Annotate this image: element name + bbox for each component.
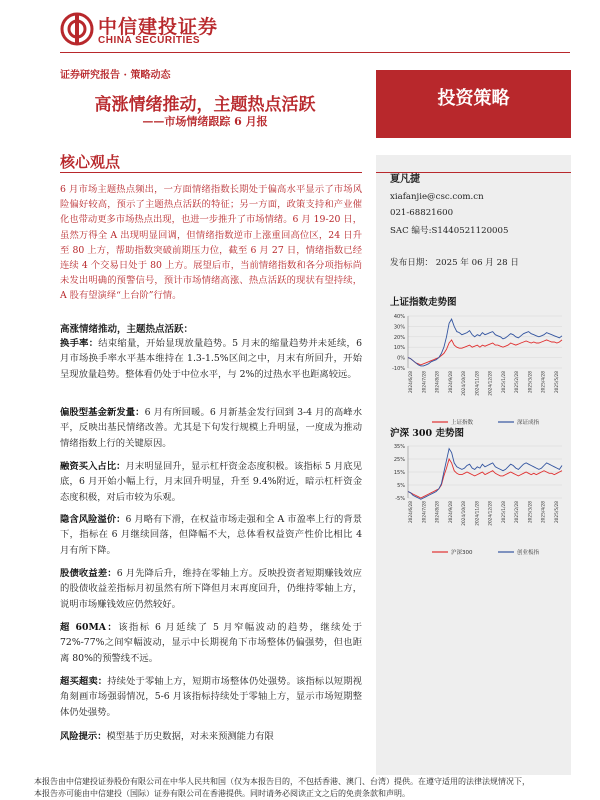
x-tick-label: 2024/11/28 bbox=[475, 501, 481, 526]
y-tick-label: 25% bbox=[393, 457, 405, 463]
x-tick-label: 2025/5/28 bbox=[555, 501, 560, 524]
section-heading: 核心观点 bbox=[60, 153, 121, 171]
x-tick-label: 2024/12/28 bbox=[488, 501, 494, 526]
paragraph-text: 持续处于零轴上方，短期市场整体仍处强势。该指标以短期视角刻画市场强弱情况，5-6 月该指标持续处于零轴上方，显示市场短期整体仍处强势。 bbox=[60, 676, 362, 718]
section-divider bbox=[60, 172, 362, 173]
x-tick-label: 2024/11/28 bbox=[475, 371, 481, 396]
x-tick-label: 2024/10/28 bbox=[462, 501, 468, 526]
legend-label: 深证成指 bbox=[517, 420, 540, 426]
x-tick-label: 2024/8/28 bbox=[435, 371, 441, 394]
company-logo bbox=[60, 10, 220, 48]
x-tick-label: 2025/4/28 bbox=[541, 371, 547, 394]
legend-label: 上证指数 bbox=[451, 420, 474, 426]
chart-title-csi300: 沪深 300 走势图 bbox=[390, 428, 464, 439]
category-banner: 投资策略 bbox=[376, 70, 571, 138]
paragraph-risk-premium bbox=[60, 512, 362, 558]
y-tick-label: 20% bbox=[393, 334, 405, 341]
series-line-0 bbox=[408, 459, 562, 498]
x-tick-label: 2025/1/28 bbox=[501, 501, 507, 524]
logo-emblem-icon bbox=[60, 12, 94, 46]
footer-line-1: 本报告由中信建投证券股份有限公司在中华人民共和国（仅为本报告目的，不包括香港、澳门、台湾）提供。在遵守适用的法律法规情况下， bbox=[34, 777, 530, 786]
y-tick-label: 0% bbox=[397, 355, 405, 362]
x-tick-label: 2025/1/28 bbox=[501, 371, 507, 394]
x-tick-label: 2025/2/28 bbox=[515, 501, 521, 524]
y-tick-label: 35% bbox=[393, 444, 405, 450]
paragraph-label: 超买超卖： bbox=[60, 676, 108, 687]
paragraph-stock-bond bbox=[60, 566, 362, 612]
series-line-1 bbox=[408, 319, 562, 366]
paragraph-margin-buy bbox=[60, 459, 362, 505]
paragraph-label: 风险提示： bbox=[60, 731, 107, 742]
chart-title-sse: 上证指数走势图 bbox=[390, 297, 457, 308]
breadcrumb: 证券研究报告 · 策略动态 bbox=[60, 70, 171, 81]
paragraph-fund-issuance bbox=[60, 405, 362, 451]
x-tick-label: 2024/8/28 bbox=[435, 501, 441, 524]
x-tick-label: 2024/9/28 bbox=[448, 501, 454, 524]
paragraph-ma60 bbox=[60, 620, 362, 666]
paragraph-text: 6 月有所回暖。6 月新基金发行回到 3-4 月的高峰水平，反映出基民情绪改善。尤其是下旬发行规模上升明显，一度成为推动情绪指数上行的关键原因。 bbox=[60, 407, 362, 449]
y-tick-label: 15% bbox=[393, 470, 405, 476]
paragraph-text: 模型基于历史数据，对未来预测能力有限 bbox=[106, 731, 274, 742]
paragraph-title: 高涨情绪推动，主题热点活跃： bbox=[60, 324, 194, 335]
series-line-0 bbox=[408, 340, 562, 365]
paragraph-risk-warning bbox=[60, 729, 362, 744]
author-sac: SAC 编号:S1440521120005 bbox=[390, 226, 509, 236]
publish-date: 发布日期： 2025 年 06 月 28 日 bbox=[390, 258, 519, 268]
paragraph-text: 6 月先降后升，维持在零轴上方。反映投资者短期赚钱效应的股债收益差指标月初虽然有所下降但月末再度回升，仍维持零轴上方，说明市场赚钱效应仍然较好。 bbox=[60, 568, 362, 610]
series-line-1 bbox=[408, 449, 562, 500]
sse-trend-chart bbox=[386, 310, 566, 430]
author-email[interactable]: xiafanjie@csc.com.cn bbox=[390, 192, 484, 202]
author-phone: 021-68821600 bbox=[390, 208, 454, 218]
x-tick-label: 2024/10/28 bbox=[462, 371, 468, 396]
paragraph-text: 结束缩量，开始显现放量趋势。5 月末的缩量趋势并未延续，6 月市场换手率水平基本维持在 1.3-1.5%区间之中，月末有所回升，开始呈现放量趋势。整体看仍处于中位水平，与 2%的过热水平也距离较远。 bbox=[60, 338, 362, 380]
author-name: 夏凡捷 bbox=[390, 174, 420, 185]
paragraph-label: 偏股型基金新发量： bbox=[60, 407, 145, 418]
x-tick-label: 2024/7/28 bbox=[422, 371, 428, 394]
y-tick-label: -10% bbox=[392, 366, 405, 372]
paragraph-label: 融资买入占比： bbox=[60, 461, 126, 472]
x-tick-label: 2025/3/28 bbox=[528, 371, 534, 394]
x-tick-label: 2025/2/28 bbox=[515, 371, 521, 394]
core-summary: 6 月市场主题热点频出，一方面情绪指数长期处于偏高水平显示了市场风险偏好较高，预示了主题热点活跃的特征；另一方面，政策支持和产业催化也带动更多市场热点出现，也进一步推升了市场情绪。6 月 19-20 日，虽然万得全 A 出现明显回调，但情绪指数逆市上涨重回高位区，24 日升至 80 上方，帮助指数突破前期压力位，截至 6 月 27 日，情绪指数已经连续 4 个交易日处于 80 上方。展望后市，当前情绪指数和各分项指标尚未发出明确的预警信号，预计市场情绪高涨、热点活跃的现状有望持续，A 股有望演绎“上台阶”行情。 bbox=[60, 184, 362, 302]
footer-disclaimer bbox=[34, 776, 574, 800]
y-tick-label: 5% bbox=[397, 483, 405, 489]
footer-line-2: 本报告亦可能由中信建投（国际）证券有限公司在香港提供。同时请务必阅读正文之后的免责条款和声明。 bbox=[34, 789, 410, 798]
logo-en-text: CHINA SECURITIES bbox=[98, 35, 201, 46]
paragraph-overbought bbox=[60, 674, 362, 720]
logo-cn-text: 中信建投证券 bbox=[98, 16, 219, 38]
header-divider bbox=[60, 52, 570, 53]
x-tick-label: 2024/12/28 bbox=[488, 371, 494, 396]
paragraph-text: 6 月略有下滑，在权益市场走强和全 A 市盈率上行的背景下，指标在 6 月继续回落，但降幅不大，总体看权益资产性价比相比 4 月有所下降。 bbox=[60, 514, 362, 556]
legend-label: 创业板指 bbox=[517, 550, 540, 556]
x-tick-label: 2024/6/28 bbox=[409, 371, 414, 394]
x-tick-label: 2024/7/28 bbox=[422, 501, 428, 524]
y-tick-label: -5% bbox=[395, 496, 405, 502]
report-subtitle: ——市场情绪跟踪 6 月报 bbox=[142, 115, 268, 128]
paragraph-label: 隐含风险溢价： bbox=[60, 514, 126, 525]
x-tick-label: 2025/4/28 bbox=[541, 501, 547, 524]
y-tick-label: 10% bbox=[393, 345, 405, 352]
paragraph-turnover bbox=[60, 336, 362, 382]
csi300-trend-chart bbox=[386, 440, 566, 560]
paragraph-text: 该指标 6 月延续了 5 月窄幅波动的趋势，继续处于 72%-77%之间窄幅波动，显示中长期视角下市场整体仍偏强势，但也距离 80%的预警线不远。 bbox=[60, 622, 362, 664]
y-tick-label: 40% bbox=[393, 314, 405, 320]
y-tick-label: 30% bbox=[393, 324, 405, 331]
x-tick-label: 2025/5/28 bbox=[555, 371, 560, 394]
paragraph-text: 月末明显回升，显示杠杆资金态度积极。该指标 5 月底见底，6 月开始小幅上行，月末回升明显，升至 9.4%附近，暗示杠杆资金态度积极，对后市较为乐观。 bbox=[60, 461, 362, 503]
legend-label: 沪深300 bbox=[451, 550, 473, 556]
x-tick-label: 2024/6/28 bbox=[409, 501, 414, 524]
x-tick-label: 2024/9/28 bbox=[448, 371, 454, 394]
report-title: 高涨情绪推动，主题热点活跃 bbox=[94, 95, 316, 115]
paragraph-label: 超 60MA： bbox=[60, 622, 119, 633]
x-tick-label: 2025/3/28 bbox=[528, 501, 534, 524]
paragraph-label: 换手率： bbox=[60, 338, 99, 349]
paragraph-label: 股债收益差： bbox=[60, 568, 117, 579]
